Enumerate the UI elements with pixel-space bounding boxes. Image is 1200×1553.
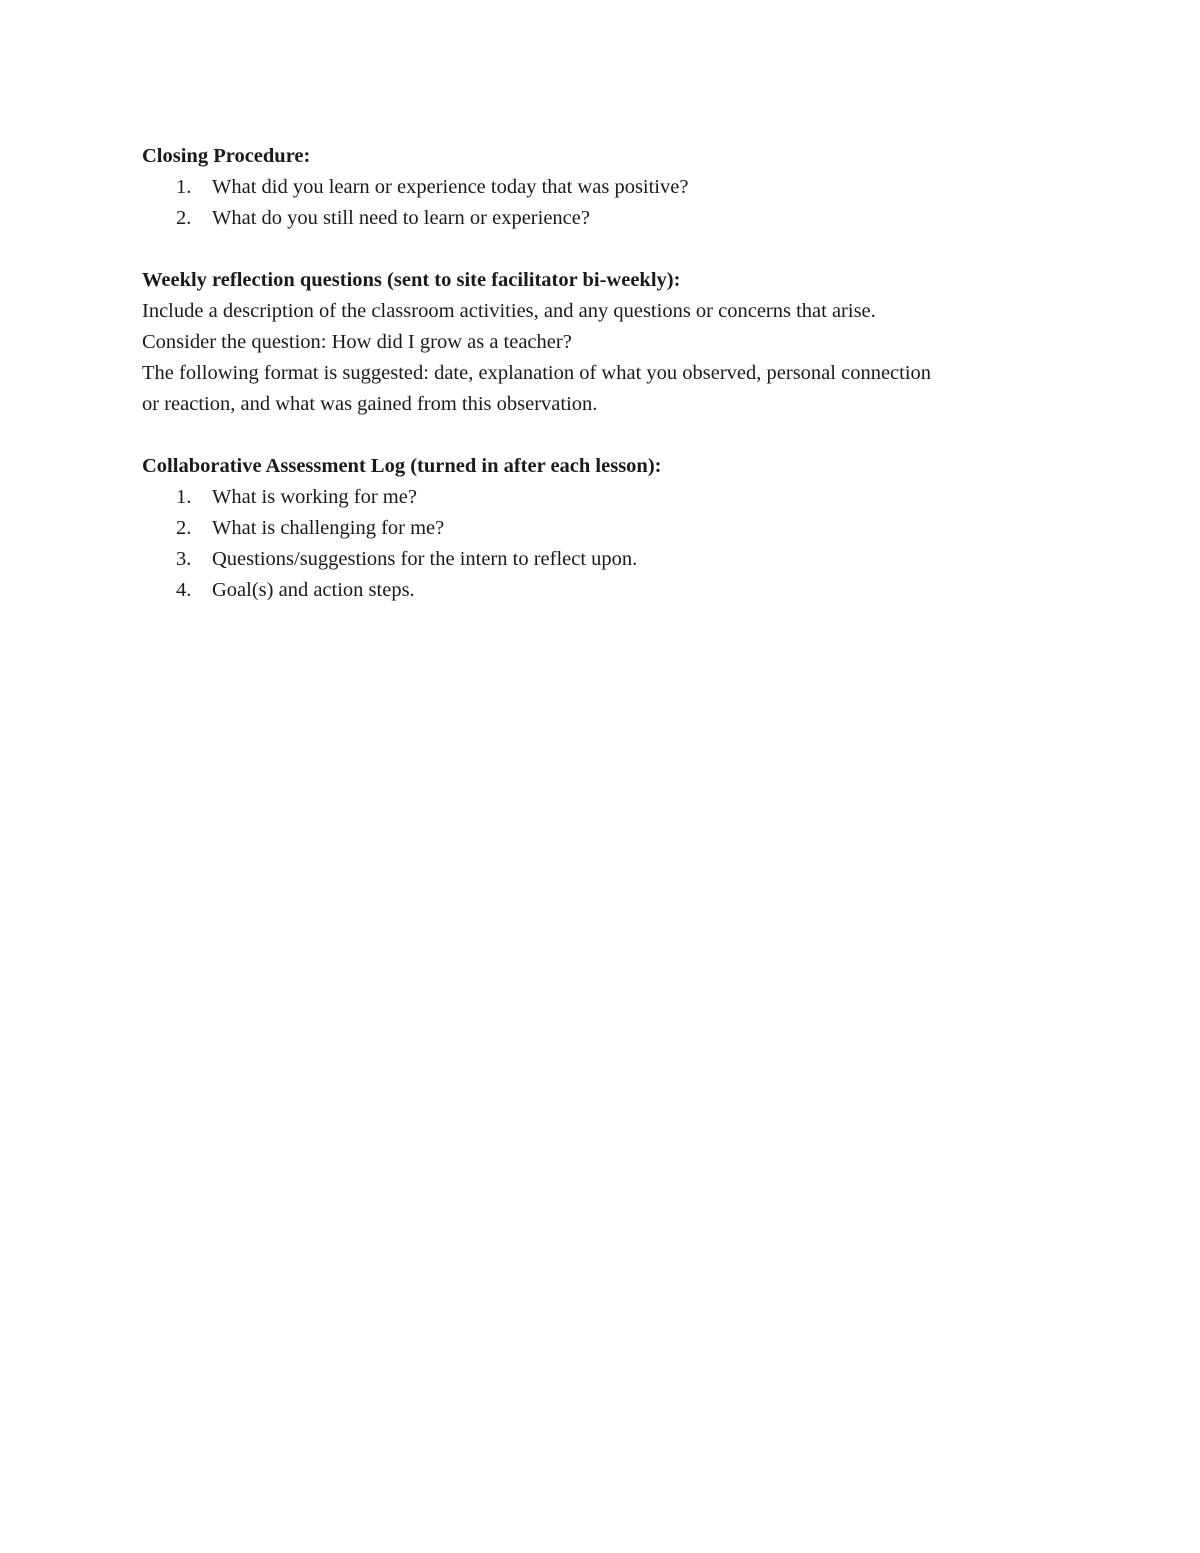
- list-number: 1.: [176, 486, 192, 508]
- list-item-text: What do you still need to learn or experience?: [212, 207, 590, 229]
- list-item-text: What is working for me?: [212, 486, 417, 508]
- list-number: 2.: [176, 517, 192, 539]
- list-item-text: Questions/suggestions for the intern to reflect upon.: [212, 548, 638, 570]
- list-number: 1.: [176, 176, 192, 198]
- list-item: [142, 482, 1062, 513]
- paragraph-line: The following format is suggested: date, explanation of what you observed, personal connection: [142, 362, 932, 384]
- list-item-text: What did you learn or experience today that was positive?: [212, 176, 689, 198]
- list-item: [142, 203, 1062, 234]
- paragraph-line: or reaction, and what was gained from this observation.: [142, 393, 598, 415]
- list-item: [142, 513, 1062, 544]
- list-item-text: Goal(s) and action steps.: [212, 579, 415, 601]
- list-number: 3.: [176, 548, 192, 570]
- list-item: [142, 544, 1062, 575]
- section-heading: Closing Procedure:: [142, 145, 311, 167]
- paragraph-line: Consider the question: How did I grow as a teacher?: [142, 331, 572, 353]
- section-heading: Weekly reflection questions (sent to site facilitator bi-weekly):: [142, 269, 681, 291]
- closing-procedure-section: [142, 141, 1062, 234]
- collaborative-assessment-list: [142, 482, 1062, 606]
- list-item: [142, 575, 1062, 606]
- list-number: 2.: [176, 207, 192, 229]
- document-body: [142, 141, 1062, 606]
- list-item: [142, 172, 1062, 203]
- section-heading: Collaborative Assessment Log (turned in after each lesson):: [142, 455, 662, 477]
- paragraph-line: Include a description of the classroom activities, and any questions or concerns that arise.: [142, 300, 876, 322]
- list-item-text: What is challenging for me?: [212, 517, 445, 539]
- collaborative-assessment-section: [142, 451, 1062, 606]
- weekly-reflection-section: [142, 265, 1062, 420]
- closing-procedure-list: [142, 172, 1062, 234]
- list-number: 4.: [176, 579, 192, 601]
